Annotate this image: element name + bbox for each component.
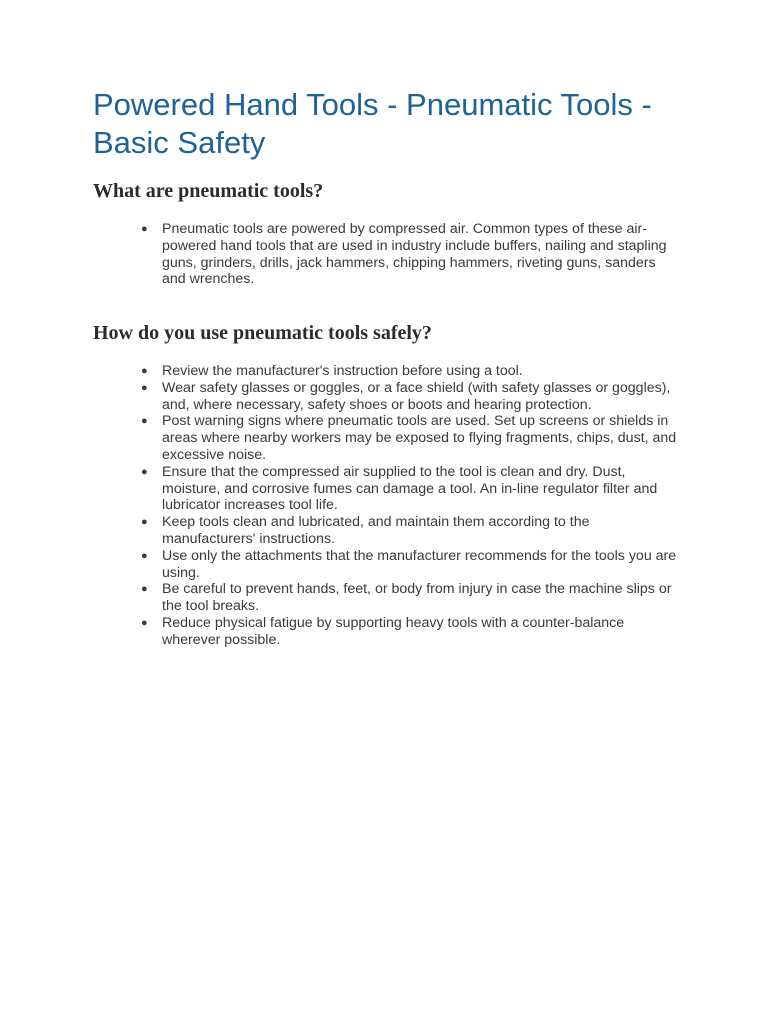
list-item xyxy=(140,548,680,582)
list-item xyxy=(140,380,680,414)
list-item-text: Ensure that the compressed air supplied to the tool is clean and dry. Dust, moisture, and corrosive fumes can damage a tool. An in-line regulator filter and lubricator increases tool life. xyxy=(162,463,658,514)
bullet-list-definition xyxy=(140,221,680,288)
bullet-list-safety-tips xyxy=(140,363,680,649)
bullet-icon: ● xyxy=(141,223,148,235)
page-title: Powered Hand Tools - Pneumatic Tools - Basic Safety xyxy=(93,87,652,160)
list-item-text: Wear safety glasses or goggles, or a face shield (with safety glasses or goggles), and, where necessary, safety shoes or boots and hearing protection. xyxy=(162,379,671,413)
list-item-text: Use only the attachments that the manufacturer recommends for the tools you are using. xyxy=(162,547,677,581)
list-item-text: Reduce physical fatigue by supporting heavy tools with a counter-balance wherever possible. xyxy=(162,614,625,648)
list-item xyxy=(140,464,680,514)
list-item-text: Review the manufacturer's instruction before using a tool. xyxy=(162,363,523,379)
list-item xyxy=(140,581,680,615)
bullet-icon: ● xyxy=(141,415,148,428)
list-item-text: Pneumatic tools are powered by compressed air. Common types of these air-powered hand tools that are used in industry include buffers, nailing and stapling guns, grinders, drills, jack hammers, chipping hammers, riveting guns, sanders and wrenches. xyxy=(162,221,667,288)
bullet-icon: ● xyxy=(141,549,148,562)
section-heading-what-are-pneumatic-tools: What are pneumatic tools? xyxy=(93,180,324,202)
bullet-icon: ● xyxy=(141,616,148,629)
section-heading-safe-use: How do you use pneumatic tools safely? xyxy=(93,322,432,344)
bullet-icon: ● xyxy=(141,381,148,394)
bullet-icon: ● xyxy=(141,365,148,377)
list-item xyxy=(140,363,680,380)
list-item xyxy=(140,413,680,463)
bullet-icon: ● xyxy=(141,583,148,596)
bullet-icon: ● xyxy=(141,516,148,529)
bullet-icon: ● xyxy=(141,465,148,478)
list-item-text: Keep tools clean and lubricated, and maintain them according to the manufacturers' instructions. xyxy=(162,514,590,547)
list-item xyxy=(140,514,680,548)
list-item-text: Be careful to prevent hands, feet, or body from injury in case the machine slips or the tool breaks. xyxy=(162,581,672,615)
list-item xyxy=(140,615,680,649)
list-item xyxy=(140,221,680,288)
list-item-text: Post warning signs where pneumatic tools are used. Set up screens or shields in areas where nearby workers may be exposed to flying fragments, chips, dust, and excessive noise. xyxy=(162,413,677,463)
